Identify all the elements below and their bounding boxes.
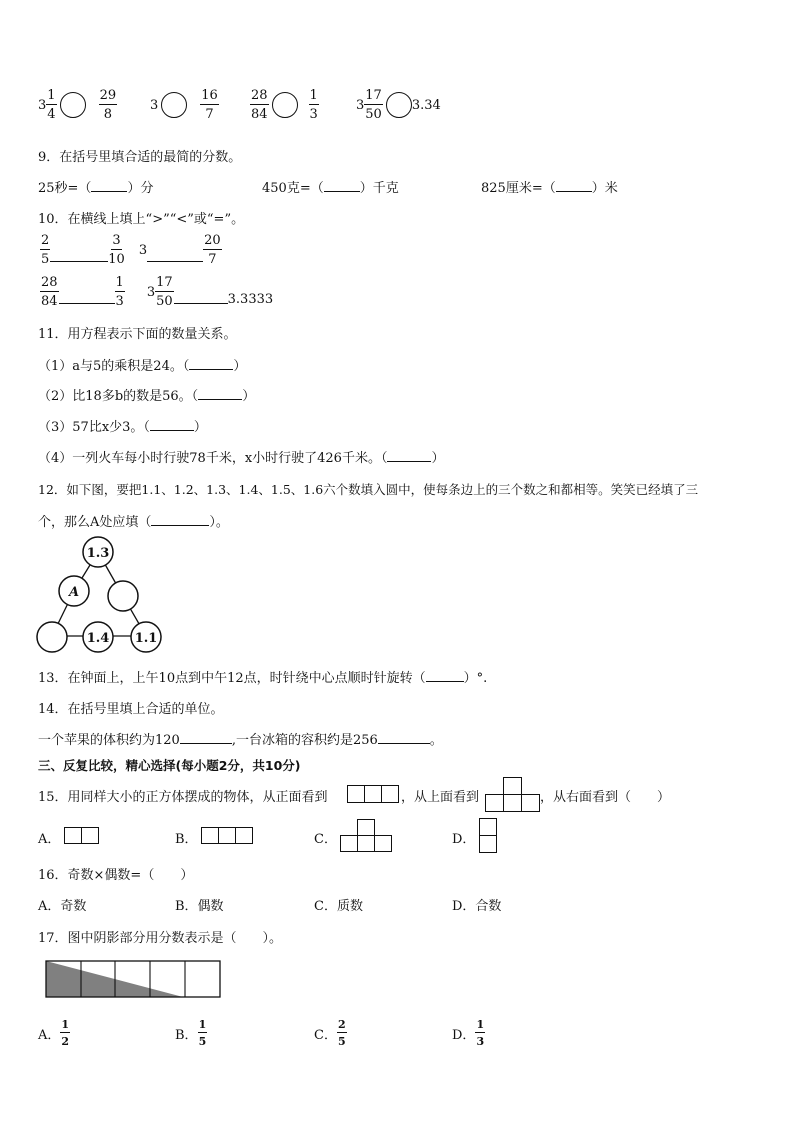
fraction: $\frac{28}{84}$ [41,275,58,309]
mixed-whole: 3 [38,97,47,113]
fraction: $\frac{1}{3}$ [115,275,124,309]
answer-blank[interactable] [150,430,194,431]
whole-number: 3 [150,97,159,113]
top-view-figure [485,777,540,813]
compare-circle[interactable] [161,92,187,118]
option-a-figure [64,827,99,844]
q11-item-1: （1）a与5的乘积是24。（ ） [38,359,247,374]
q16-option-a[interactable]: A．奇数 [38,899,87,914]
q15-option-b[interactable]: B． [175,832,198,847]
q9-item-c: 825厘米=（ ）米 [481,181,618,196]
decimal-value: 3.3333 [227,291,274,307]
q9-item-b: 450克=（ ）千克 [262,181,399,196]
compare-circle[interactable] [60,92,86,118]
question-12-line-2: 个，那么A处应填（ ）。 [38,515,229,530]
answer-blank[interactable] [180,743,232,744]
circle-label-a: A [68,585,80,600]
whole-number: 3 [138,242,148,258]
fraction: $\frac{17}{50}$ [156,275,173,309]
compare-row-2 [150,89,219,121]
front-view-figure [347,785,400,803]
mixed-whole: 3 [146,284,156,300]
fraction: $\frac{2}{5}$ [41,233,50,267]
question-16-text: 16．奇数×偶数=（ ） [38,868,194,883]
fraction: $\frac{29}{8}$ [99,88,117,122]
compare-row-4 [356,89,441,121]
circle-bottom-left[interactable] [37,622,67,652]
option-c-figure [340,819,392,853]
fraction: $\frac{16}{7}$ [201,88,218,122]
q15-post-text: ，从右面看到（ ） [540,790,671,805]
q17-option-b[interactable]: B． $\frac{1}{5}$ [175,1018,207,1048]
answer-blank[interactable] [426,681,464,682]
fraction: $\frac{1}{3}$ [309,88,318,122]
q14-sub: 一个苹果的体积约为120 ,一台冰箱的容积约是256 。 [38,733,443,748]
q10-row-2 [40,276,273,308]
fraction: $\frac{28}{84}$ [251,88,268,122]
q17-option-c[interactable]: C． $\frac{2}{5}$ [314,1018,346,1048]
q16-option-d[interactable]: D．合数 [452,899,502,914]
circle-label-top: 1.3 [86,546,110,561]
q15-mid-text: ，从上面看到 [401,790,480,805]
question-11-text: 11．用方程表示下面的数量关系。 [38,327,237,342]
q15-option-d[interactable]: D． [452,832,476,847]
answer-blank[interactable] [91,191,127,192]
question-12-line-1: 12．如下图，要把1.1、1.2、1.3、1.4、1.5、1.6六个数填入圆中，使每条边上的三个数之和都相等。笑笑已经填了三 [38,482,699,497]
answer-blank[interactable] [198,399,242,400]
answer-blank[interactable] [556,191,592,192]
q11-item-3: （3）57比x少3。（ ） [38,420,207,435]
q11-item-4: （4）一列火车每小时行驶78千米，x小时行驶了426千米。（ ） [38,451,445,466]
option-b-figure [201,827,254,844]
shaded-rectangle-figure [45,960,222,998]
decimal-value: 3.34 [411,97,441,113]
compare-circle[interactable] [272,92,298,118]
fraction: $\frac{2}{5}$ [337,1018,346,1048]
answer-blank[interactable] [174,303,228,304]
answer-blank[interactable] [50,261,108,262]
question-10-text: 10．在横线上填上“>”“<”或“=”。 [38,212,245,227]
fraction: $\frac{1}{4}$ [47,88,56,122]
circle-label-bottom-right: 1.1 [134,631,158,646]
compare-row-3 [250,89,319,121]
answer-blank[interactable] [147,261,203,262]
q16-option-c[interactable]: C．质数 [314,899,363,914]
answer-blank[interactable] [189,369,233,370]
fraction: $\frac{20}{7}$ [204,233,221,267]
q10-row-1 [40,234,222,266]
triangle-circle-diagram [34,536,168,654]
question-15: 15．用同样大小的正方体摆成的物体，从正面看到 [38,790,328,805]
answer-blank[interactable] [378,743,430,744]
q17-option-a[interactable]: A． $\frac{1}{2}$ [38,1018,70,1048]
question-14-text: 14．在括号里填上合适的单位。 [38,702,224,717]
answer-blank[interactable] [387,461,431,462]
fraction: $\frac{3}{10}$ [108,233,125,267]
fraction: $\frac{17}{50}$ [365,88,382,122]
q15-option-a[interactable]: A． [38,832,61,847]
question-13: 13．在钟面上，上午10点到中午12点，时针绕中心点顺时针旋转（ ）°. [38,671,488,686]
question-9-text: 9．在括号里填合适的最简的分数。 [38,150,242,165]
compare-row-1 [38,89,117,121]
fraction: $\frac{1}{2}$ [61,1018,70,1048]
q11-item-2: （2）比18多b的数是56。（ ） [38,389,256,404]
fraction: $\frac{1}{3}$ [476,1018,485,1048]
option-d-figure [479,818,497,853]
answer-blank[interactable] [324,191,360,192]
q15-option-c[interactable]: C． [314,832,337,847]
circle-right-mid[interactable] [108,581,138,611]
q9-item-a: 25秒=（ ）分 [38,181,154,196]
answer-blank[interactable] [59,303,115,304]
section-3-title: 三、反复比较，精心选择(每小题2分，共10分) [38,758,301,773]
circle-label-bottom-mid: 1.4 [86,631,110,646]
question-17-text: 17．图中阴影部分用分数表示是（ ）。 [38,931,283,946]
fraction: $\frac{1}{5}$ [198,1018,207,1048]
mixed-whole: 3 [356,97,365,113]
answer-blank[interactable] [151,525,209,526]
q17-option-d[interactable]: D． $\frac{1}{3}$ [452,1018,485,1048]
compare-circle[interactable] [386,92,412,118]
q16-option-b[interactable]: B．偶数 [175,899,224,914]
